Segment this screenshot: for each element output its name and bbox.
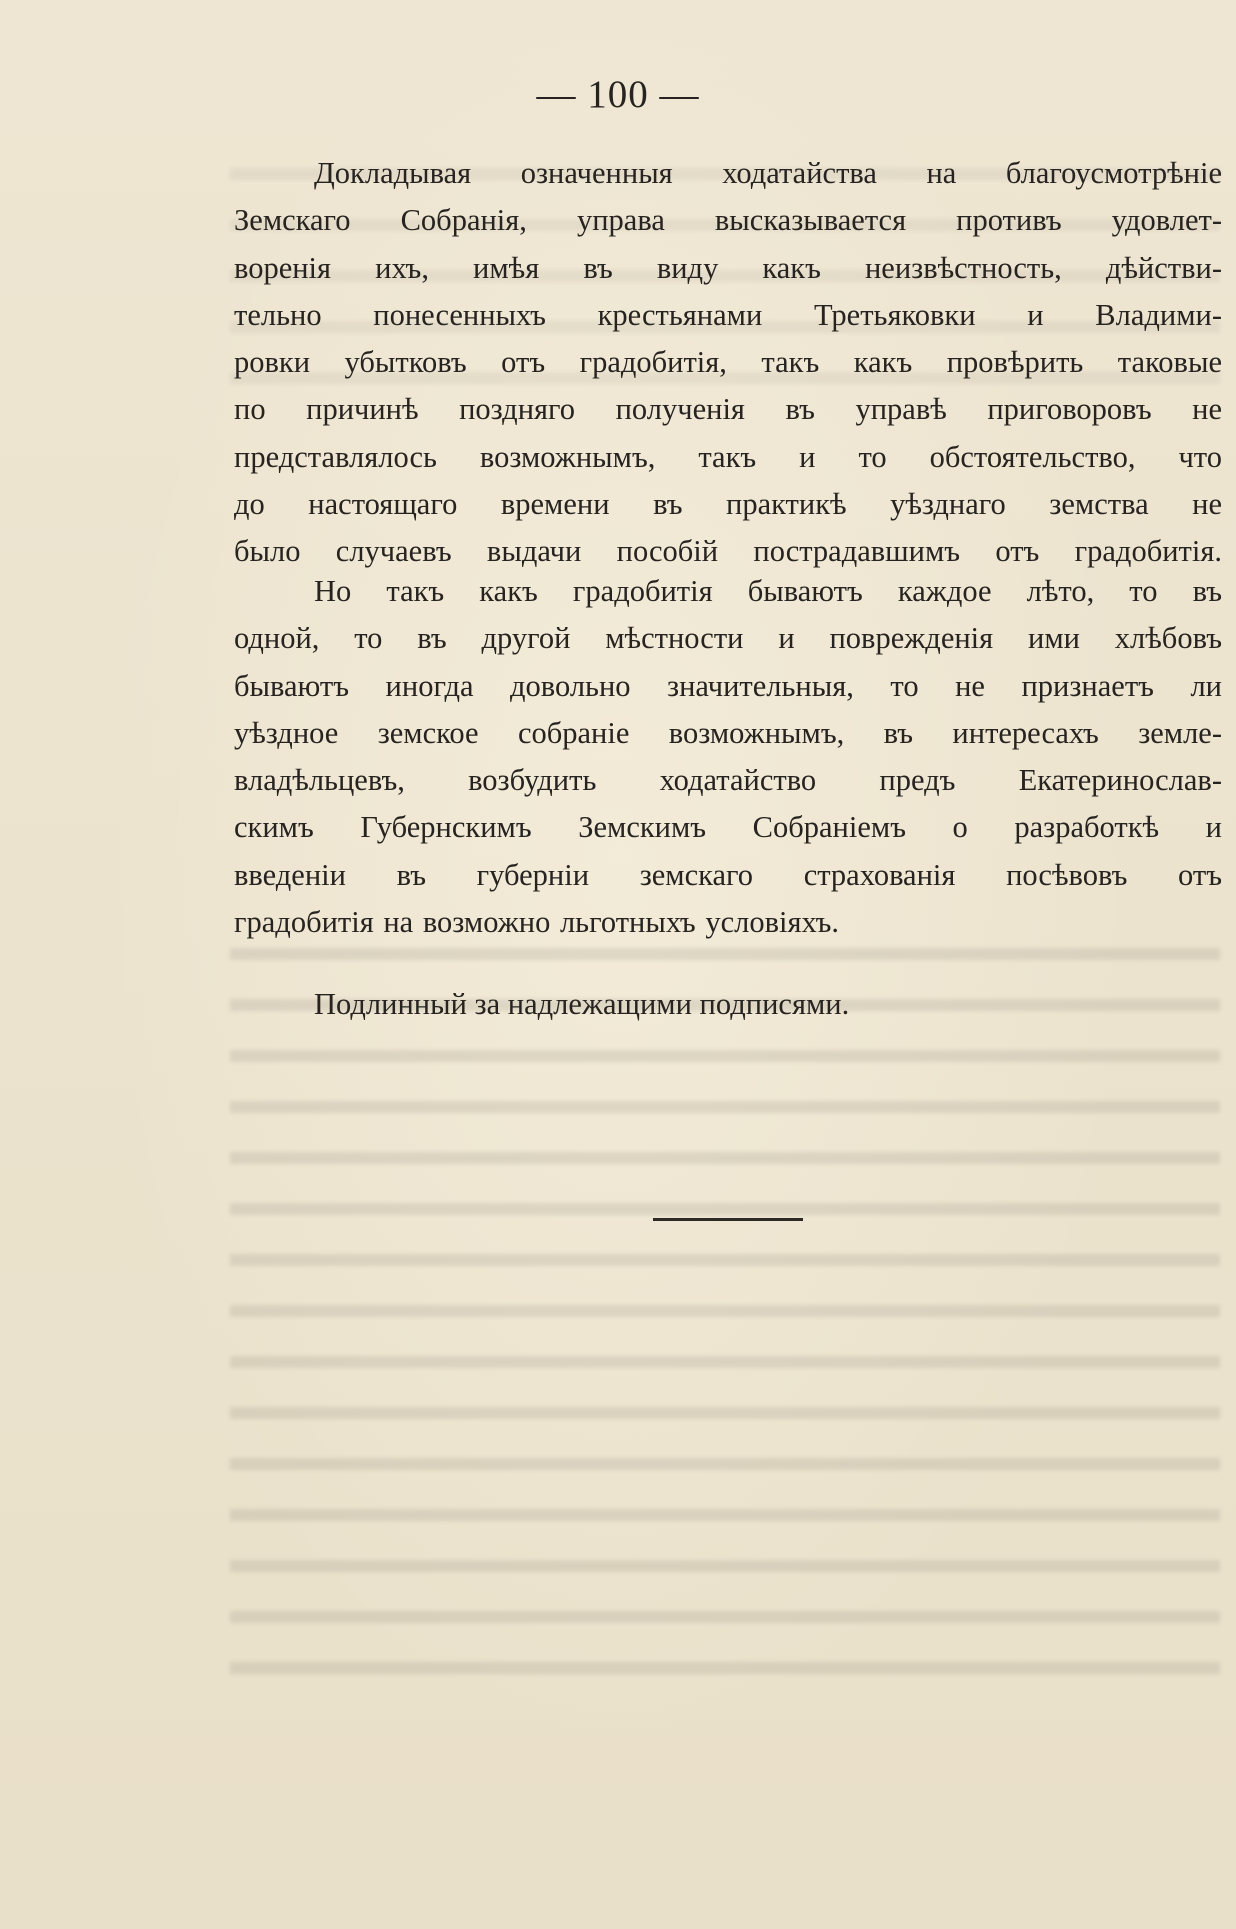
text-line: представлялось возможнымъ, такъ и то обстоятельство, что (234, 439, 1222, 474)
text-line: введеніи въ губерніи земскаго страхованія посѣвовъ отъ (234, 857, 1222, 892)
text-line: одной, то въ другой мѣстности и поврежденія ими хлѣбовъ (234, 621, 1222, 656)
paragraph-1 (234, 150, 1222, 576)
text-line: градобитія на возможно льготныхъ условіяхъ. (234, 905, 839, 940)
text-line: до настоящаго времени въ практикѣ уѣзднаго земства не (234, 487, 1222, 522)
text-line: ровки убытковъ отъ градобитія, такъ какъ провѣрить таковые (234, 345, 1222, 380)
horizontal-rule (653, 1218, 803, 1221)
text-line: Земскаго Собранія, управа высказывается противъ удовлет- (234, 203, 1222, 238)
text-line: тельно понесенныхъ крестьянами Третьяковки и Владими- (234, 297, 1222, 332)
bleed-through-texture (230, 930, 1220, 1680)
signature-note: Подлинный за надлежащими подписями. (314, 987, 850, 1021)
text-line: по причинѣ поздняго полученія въ управѣ приговоровъ не (234, 392, 1222, 427)
text-line: Докладывая означенныя ходатайства на благоусмотрѣніе (314, 156, 1222, 190)
text-line: бываютъ иногда довольно значительныя, то не признаетъ ли (234, 668, 1222, 703)
text-line: воренія ихъ, имѣя въ виду какъ неизвѣстность, дѣйстви- (234, 250, 1222, 285)
text-line: уѣздное земское собраніе возможнымъ, въ интересахъ земле- (234, 715, 1222, 750)
text-line: скимъ Губернскимъ Земскимъ Собраніемъ о разработкѣ и (234, 810, 1222, 845)
page-number: — 100 — (536, 73, 700, 116)
text-line: владѣльцевъ, возбудить ходатайство предъ Екатеринослав- (234, 763, 1222, 798)
text-line: Но такъ какъ градобитія бываютъ каждое лѣто, то въ (314, 574, 1222, 608)
paragraph-2 (234, 568, 1222, 946)
text-line: было случаевъ выдачи пособій пострадавшимъ отъ градобитія. (234, 534, 1222, 569)
